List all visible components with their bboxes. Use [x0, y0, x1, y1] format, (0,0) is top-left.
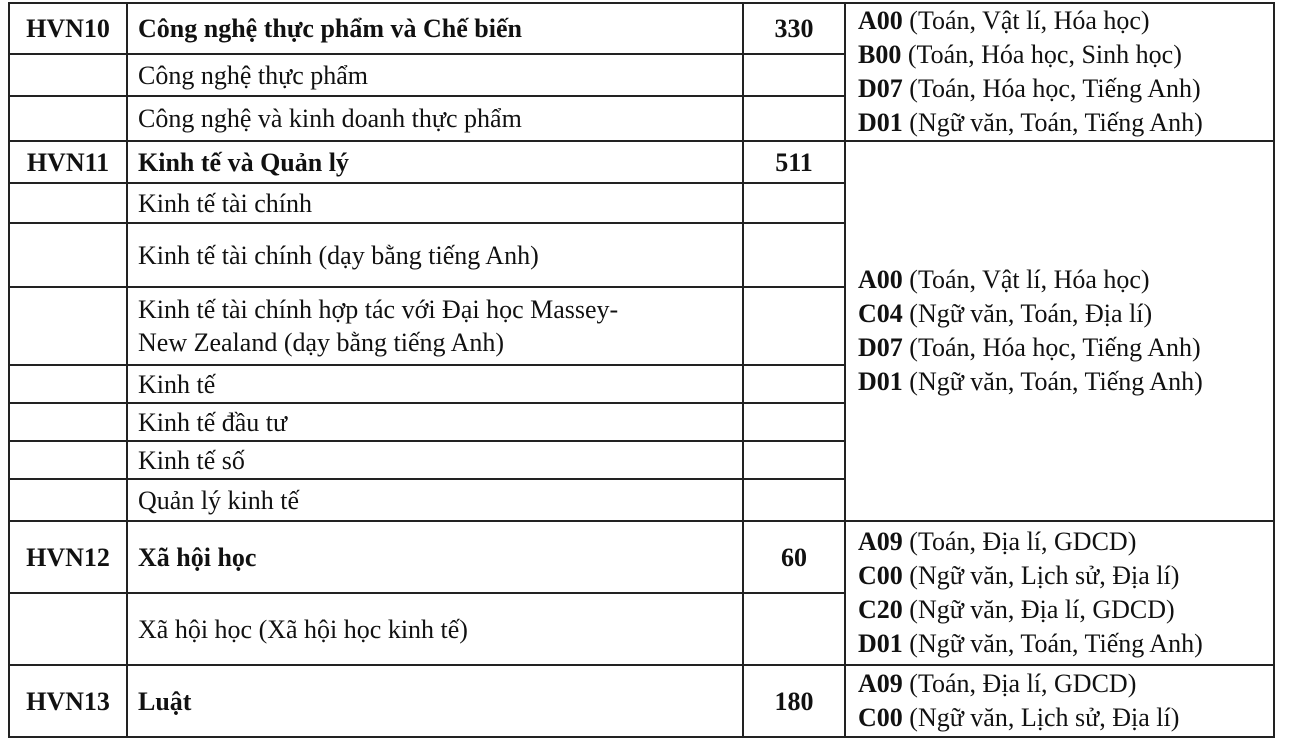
- program-name: Công nghệ thực phẩm và Chế biến: [127, 3, 743, 54]
- subject-combinations: [845, 665, 1274, 737]
- combo-item: A09 (Toán, Địa lí, GDCD): [858, 669, 1137, 698]
- combo-item: B00 (Toán, Hóa học, Sinh học): [858, 40, 1182, 69]
- combo-item: D07 (Toán, Hóa học, Tiếng Anh): [858, 333, 1201, 362]
- combo-item: D07 (Toán, Hóa học, Tiếng Anh): [858, 74, 1201, 103]
- table-row: [9, 665, 1274, 737]
- program-code: HVN12: [9, 521, 127, 593]
- program-code: HVN11: [9, 141, 127, 183]
- combo-item: C04 (Ngữ văn, Toán, Địa lí): [858, 299, 1153, 328]
- program-name: Luật: [127, 665, 743, 737]
- combo-item: C20 (Ngữ văn, Địa lí, GDCD): [858, 595, 1175, 624]
- subject-combinations: [845, 141, 1274, 521]
- sub-program: Kinh tế đầu tư: [127, 403, 743, 441]
- combo-item: C00 (Ngữ văn, Lịch sử, Địa lí): [858, 561, 1180, 590]
- sub-program: Xã hội học (Xã hội học kinh tế): [127, 593, 743, 665]
- program-quota: 180: [743, 665, 845, 737]
- table-row: [9, 141, 1274, 183]
- sub-program: Công nghệ và kinh doanh thực phẩm: [127, 96, 743, 141]
- combo-item: C00 (Ngữ văn, Lịch sử, Địa lí): [858, 703, 1180, 732]
- program-quota: 60: [743, 521, 845, 593]
- sub-program: Kinh tế tài chính: [127, 183, 743, 223]
- sub-program: Kinh tế số: [127, 441, 743, 479]
- program-name: Xã hội học: [127, 521, 743, 593]
- sub-program: Kinh tế tài chính hợp tác với Đại học Massey- New Zealand (dạy bằng tiếng Anh): [127, 287, 743, 365]
- combo-item: D01 (Ngữ văn, Toán, Tiếng Anh): [858, 629, 1203, 658]
- combo-item: D01 (Ngữ văn, Toán, Tiếng Anh): [858, 108, 1203, 137]
- sub-program: Công nghệ thực phẩm: [127, 54, 743, 96]
- program-name: Kinh tế và Quản lý: [127, 141, 743, 183]
- program-quota: 330: [743, 3, 845, 54]
- program-code: HVN13: [9, 665, 127, 737]
- program-quota: 511: [743, 141, 845, 183]
- table-row: [9, 3, 1274, 54]
- combo-item: A00 (Toán, Vật lí, Hóa học): [858, 265, 1150, 294]
- sub-program: Kinh tế tài chính (dạy bằng tiếng Anh): [127, 223, 743, 287]
- sub-program: Kinh tế: [127, 365, 743, 403]
- admission-table: [8, 2, 1275, 738]
- subject-combinations: [845, 521, 1274, 665]
- combo-item: A00 (Toán, Vật lí, Hóa học): [858, 6, 1150, 35]
- combo-item: A09 (Toán, Địa lí, GDCD): [858, 527, 1137, 556]
- subject-combinations: [845, 3, 1274, 141]
- table-row: [9, 521, 1274, 593]
- combo-item: D01 (Ngữ văn, Toán, Tiếng Anh): [858, 367, 1203, 396]
- program-code: HVN10: [9, 3, 127, 54]
- sub-program: Quản lý kinh tế: [127, 479, 743, 521]
